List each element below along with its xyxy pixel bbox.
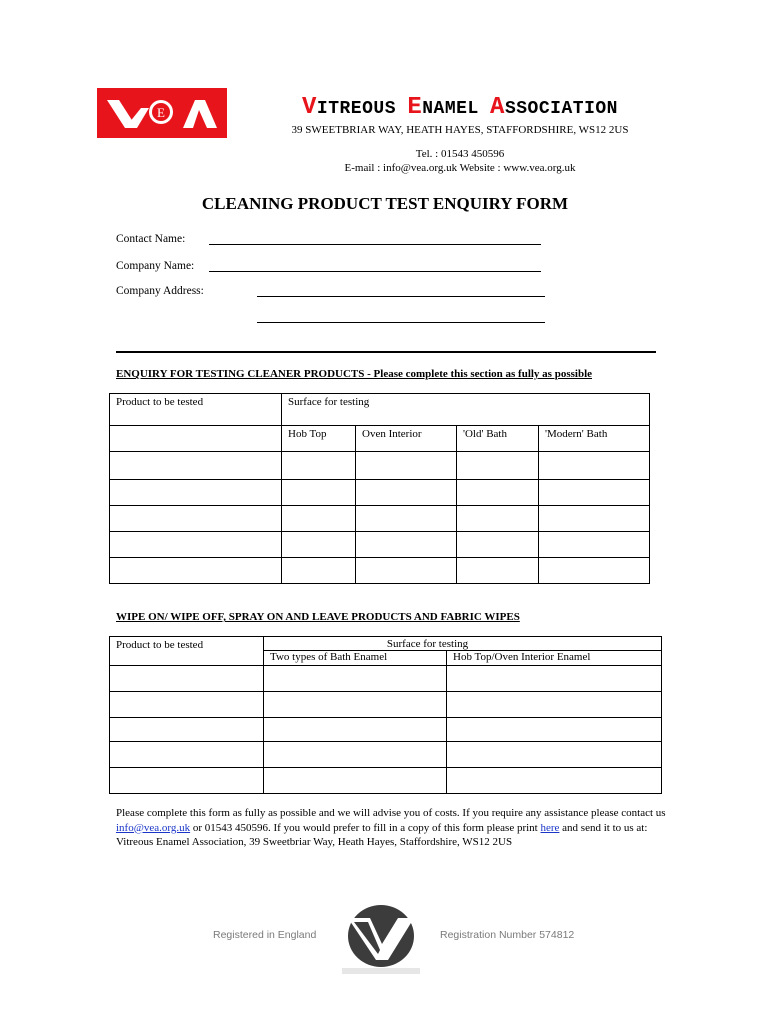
column-header-old-bath: 'Old' Bath (457, 426, 539, 452)
input-cell[interactable] (264, 768, 447, 794)
table-row (110, 637, 662, 651)
input-cell[interactable] (110, 532, 282, 558)
email-link[interactable]: info@vea.org.uk (116, 821, 191, 834)
table-row (110, 718, 662, 742)
input-cell[interactable] (447, 666, 662, 692)
table-row (110, 426, 650, 452)
input-cell[interactable] (457, 452, 539, 480)
footer-address: Vitreous Enamel Association, 39 Sweetbriar Way, Heath Hayes, Staffordshire, WS12 2US (116, 836, 513, 848)
input-cell[interactable] (447, 768, 662, 794)
input-cell[interactable] (447, 692, 662, 718)
section1-heading: ENQUIRY FOR TESTING CLEANER PRODUCTS - Please complete this section as fully as possible (116, 368, 593, 380)
input-cell[interactable] (110, 666, 264, 692)
v-emblem-icon (340, 900, 422, 976)
input-cell[interactable] (110, 452, 282, 480)
org-title-v-rest: ITREOUS (316, 99, 408, 119)
vea-logo-icon (97, 88, 227, 138)
column-header-modern-bath: 'Modern' Bath (539, 426, 650, 452)
input-cell[interactable] (457, 558, 539, 584)
input-cell[interactable] (539, 558, 650, 584)
product-header: Product to be tested (110, 394, 282, 426)
section-divider (116, 351, 656, 353)
org-title-v-cap: V (302, 94, 317, 121)
input-cell[interactable] (110, 692, 264, 718)
table-row (110, 506, 650, 532)
section2-table (109, 636, 662, 794)
footer-instructions (116, 806, 676, 850)
logo-letter: E (157, 105, 165, 120)
input-cell[interactable] (264, 718, 447, 742)
section1-table (109, 393, 650, 584)
input-cell[interactable] (447, 742, 662, 768)
input-cell[interactable] (447, 718, 662, 742)
table-row (110, 452, 650, 480)
footer-text-part2: or 01543 450596. If you would prefer to fill in a copy of this form please print (190, 821, 541, 834)
vea-logo (97, 88, 227, 138)
form-title: CLEANING PRODUCT TEST ENQUIRY FORM (201, 194, 569, 213)
org-title-a-rest: SSOCIATION (504, 99, 618, 119)
table-row (110, 692, 662, 718)
input-cell[interactable] (110, 718, 264, 742)
input-cell[interactable] (356, 506, 457, 532)
input-cell[interactable] (282, 452, 356, 480)
contact-name-label: Contact Name: (116, 233, 186, 245)
org-telephone: Tel. : 01543 450596 (415, 148, 505, 160)
table-row (110, 532, 650, 558)
surface-header: Surface for testing (264, 637, 662, 651)
company-name-label: Company Name: (116, 260, 195, 272)
input-cell[interactable] (110, 558, 282, 584)
input-cell[interactable] (282, 480, 356, 506)
input-cell[interactable] (110, 768, 264, 794)
column-header-oven-interior: Oven Interior (356, 426, 457, 452)
footer-text-part1: Please complete this form as fully as possible and we will advise you of costs. If you require any assistance please contact us (116, 807, 666, 819)
table-row (110, 666, 662, 692)
registration-number: Registration Number 574812 (440, 929, 575, 941)
input-cell[interactable] (110, 480, 282, 506)
org-address: 39 SWEETBRIAR WAY, HEATH HAYES, STAFFORDSHIRE, WS12 2US (291, 124, 629, 136)
input-cell[interactable] (264, 666, 447, 692)
input-cell[interactable] (457, 480, 539, 506)
input-cell[interactable] (539, 532, 650, 558)
input-cell[interactable] (282, 532, 356, 558)
column-header-hob-top: Hob Top (282, 426, 356, 452)
table-row (110, 480, 650, 506)
org-title-a-cap: A (490, 94, 505, 121)
input-cell[interactable] (457, 506, 539, 532)
section2-heading: WIPE ON/ WIPE OFF, SPRAY ON AND LEAVE PRODUCTS AND FABRIC WIPES (116, 611, 520, 623)
input-cell[interactable] (282, 558, 356, 584)
company-address-field-line1[interactable] (257, 296, 545, 297)
input-cell[interactable] (457, 532, 539, 558)
org-title-e-cap: E (407, 94, 423, 121)
product-cell[interactable] (110, 426, 282, 452)
vea-v-emblem (340, 900, 422, 976)
contact-name-field[interactable] (209, 244, 541, 245)
column-header-bath-enamel: Two types of Bath Enamel (264, 651, 447, 666)
table-row (110, 394, 650, 426)
input-cell[interactable] (356, 558, 457, 584)
input-cell[interactable] (356, 532, 457, 558)
org-email-website: E-mail : info@vea.org.uk Website : www.vea.org.uk (344, 162, 576, 174)
company-address-field-line2[interactable] (257, 322, 545, 323)
table-row (110, 742, 662, 768)
input-cell[interactable] (539, 452, 650, 480)
org-title (245, 94, 675, 121)
input-cell[interactable] (264, 692, 447, 718)
print-here-link[interactable]: here (540, 821, 560, 834)
input-cell[interactable] (282, 506, 356, 532)
footer-text-part3: and send it to us at: (559, 821, 648, 834)
org-title-e-rest: NAMEL (422, 99, 491, 119)
column-header-hob-oven-enamel: Hob Top/Oven Interior Enamel (447, 651, 662, 666)
input-cell[interactable] (539, 480, 650, 506)
input-cell[interactable] (539, 506, 650, 532)
input-cell[interactable] (356, 480, 457, 506)
input-cell[interactable] (356, 452, 457, 480)
input-cell[interactable] (264, 742, 447, 768)
company-name-field[interactable] (209, 271, 541, 272)
table-row (110, 768, 662, 794)
product-header: Product to be tested (110, 637, 264, 666)
input-cell[interactable] (110, 506, 282, 532)
table-row (110, 558, 650, 584)
company-address-label: Company Address: (116, 285, 204, 297)
input-cell[interactable] (110, 742, 264, 768)
registered-in-england: Registered in England (213, 929, 317, 941)
surface-header: Surface for testing (282, 394, 650, 426)
